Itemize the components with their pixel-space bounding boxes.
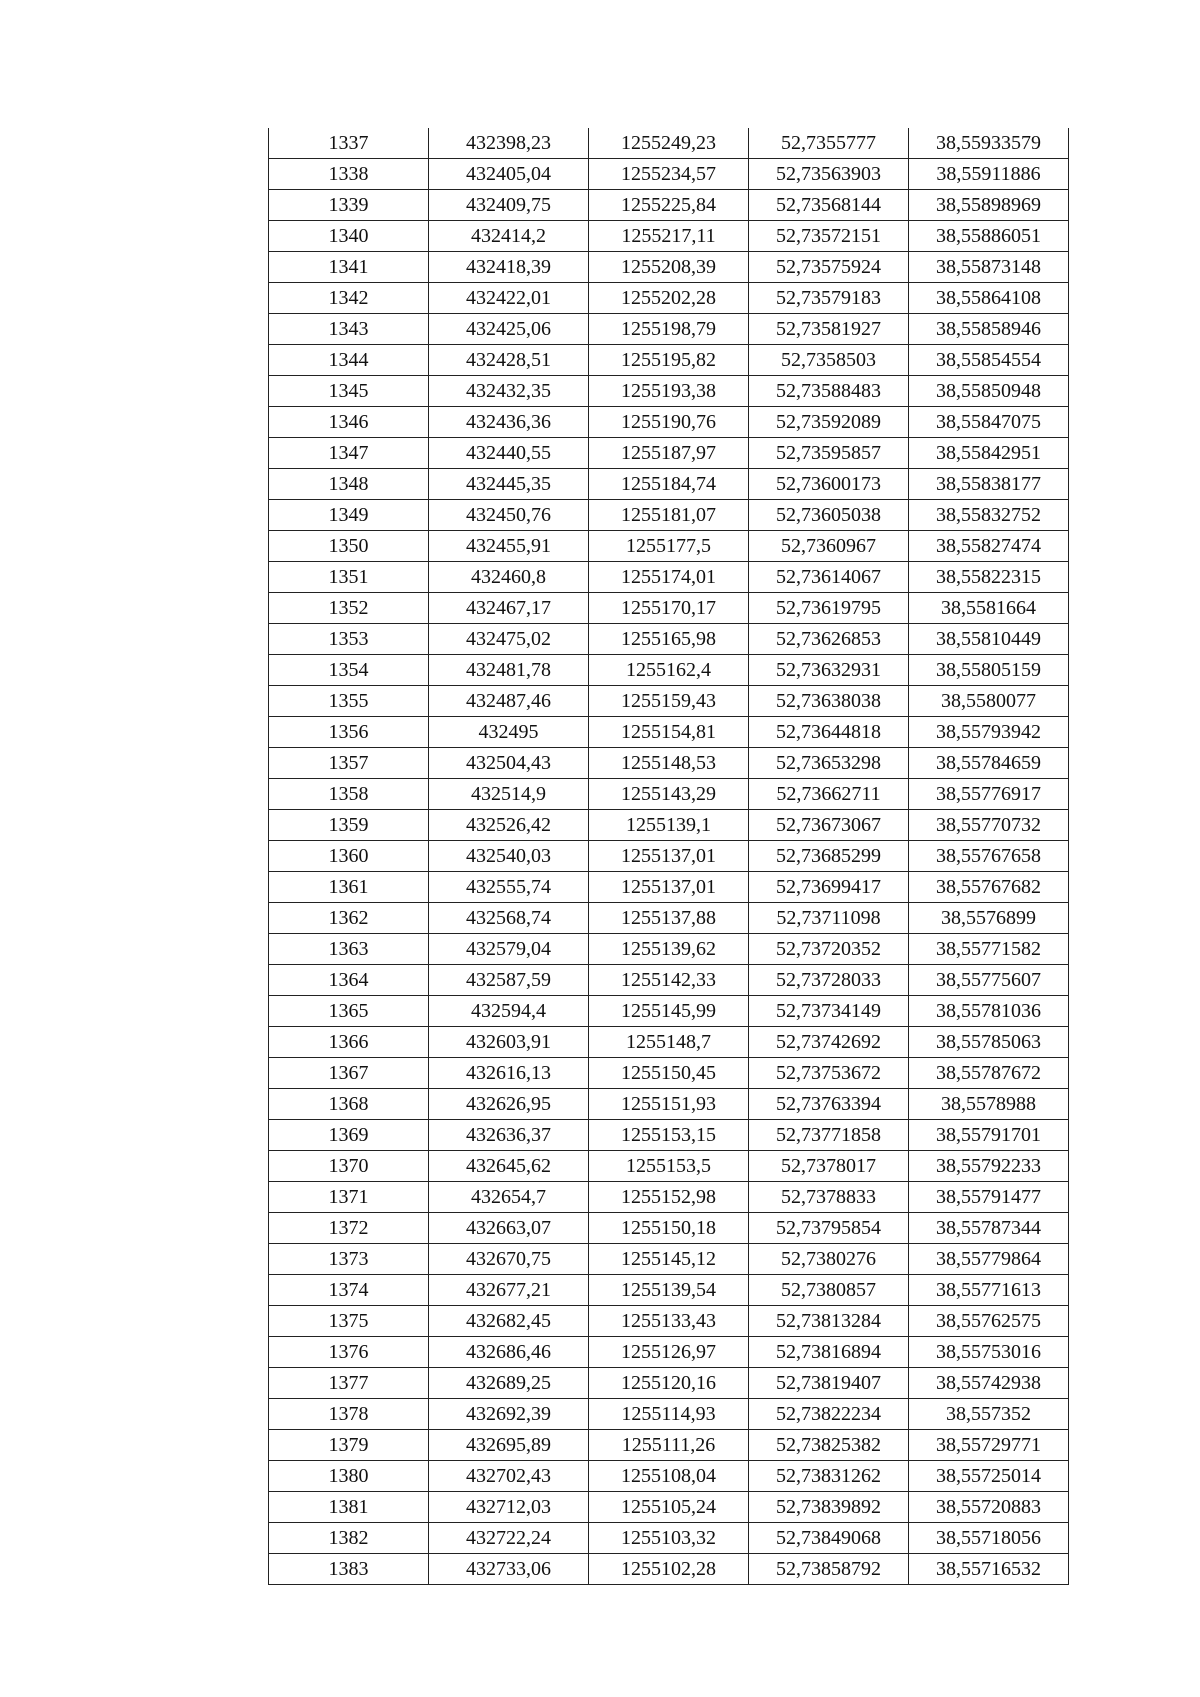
x-coordinate-cell: 432692,39 — [429, 1399, 589, 1430]
latitude-cell: 52,73795854 — [749, 1213, 909, 1244]
coordinates-table — [268, 128, 1069, 1585]
longitude-cell: 38,55933579 — [909, 128, 1069, 159]
y-coordinate-cell: 1255103,32 — [589, 1523, 749, 1554]
x-coordinate-cell: 432450,76 — [429, 500, 589, 531]
longitude-cell: 38,55791701 — [909, 1120, 1069, 1151]
table-row — [269, 407, 1069, 438]
latitude-cell: 52,73572151 — [749, 221, 909, 252]
latitude-cell: 52,73763394 — [749, 1089, 909, 1120]
latitude-cell: 52,7360967 — [749, 531, 909, 562]
table-row — [269, 872, 1069, 903]
longitude-cell: 38,55729771 — [909, 1430, 1069, 1461]
longitude-cell: 38,55792233 — [909, 1151, 1069, 1182]
table-row — [269, 1151, 1069, 1182]
latitude-cell: 52,73734149 — [749, 996, 909, 1027]
point-number-cell: 1350 — [269, 531, 429, 562]
x-coordinate-cell: 432677,21 — [429, 1275, 589, 1306]
longitude-cell: 38,55827474 — [909, 531, 1069, 562]
x-coordinate-cell: 432495 — [429, 717, 589, 748]
table-row — [269, 1523, 1069, 1554]
table-row — [269, 841, 1069, 872]
point-number-cell: 1366 — [269, 1027, 429, 1058]
y-coordinate-cell: 1255137,01 — [589, 872, 749, 903]
x-coordinate-cell: 432645,62 — [429, 1151, 589, 1182]
longitude-cell: 38,55771613 — [909, 1275, 1069, 1306]
y-coordinate-cell: 1255126,97 — [589, 1337, 749, 1368]
y-coordinate-cell: 1255177,5 — [589, 531, 749, 562]
table-row — [269, 1368, 1069, 1399]
x-coordinate-cell: 432467,17 — [429, 593, 589, 624]
x-coordinate-cell: 432526,42 — [429, 810, 589, 841]
point-number-cell: 1360 — [269, 841, 429, 872]
y-coordinate-cell: 1255187,97 — [589, 438, 749, 469]
table-row — [269, 1089, 1069, 1120]
y-coordinate-cell: 1255148,7 — [589, 1027, 749, 1058]
table-row — [269, 903, 1069, 934]
point-number-cell: 1341 — [269, 252, 429, 283]
latitude-cell: 52,73653298 — [749, 748, 909, 779]
table-row — [269, 221, 1069, 252]
x-coordinate-cell: 432460,8 — [429, 562, 589, 593]
longitude-cell: 38,55776917 — [909, 779, 1069, 810]
latitude-cell: 52,73638038 — [749, 686, 909, 717]
x-coordinate-cell: 432432,35 — [429, 376, 589, 407]
x-coordinate-cell: 432733,06 — [429, 1554, 589, 1585]
latitude-cell: 52,73632931 — [749, 655, 909, 686]
x-coordinate-cell: 432540,03 — [429, 841, 589, 872]
y-coordinate-cell: 1255202,28 — [589, 283, 749, 314]
longitude-cell: 38,55762575 — [909, 1306, 1069, 1337]
point-number-cell: 1351 — [269, 562, 429, 593]
longitude-cell: 38,55771582 — [909, 934, 1069, 965]
latitude-cell: 52,73771858 — [749, 1120, 909, 1151]
y-coordinate-cell: 1255234,57 — [589, 159, 749, 190]
x-coordinate-cell: 432418,39 — [429, 252, 589, 283]
y-coordinate-cell: 1255162,4 — [589, 655, 749, 686]
point-number-cell: 1367 — [269, 1058, 429, 1089]
longitude-cell: 38,55787672 — [909, 1058, 1069, 1089]
y-coordinate-cell: 1255198,79 — [589, 314, 749, 345]
x-coordinate-cell: 432594,4 — [429, 996, 589, 1027]
x-coordinate-cell: 432568,74 — [429, 903, 589, 934]
longitude-cell: 38,55725014 — [909, 1461, 1069, 1492]
latitude-cell: 52,73575924 — [749, 252, 909, 283]
table-row — [269, 283, 1069, 314]
longitude-cell: 38,55767682 — [909, 872, 1069, 903]
y-coordinate-cell: 1255174,01 — [589, 562, 749, 593]
x-coordinate-cell: 432722,24 — [429, 1523, 589, 1554]
x-coordinate-cell: 432445,35 — [429, 469, 589, 500]
point-number-cell: 1379 — [269, 1430, 429, 1461]
longitude-cell: 38,55847075 — [909, 407, 1069, 438]
longitude-cell: 38,5576899 — [909, 903, 1069, 934]
latitude-cell: 52,73813284 — [749, 1306, 909, 1337]
latitude-cell: 52,73720352 — [749, 934, 909, 965]
point-number-cell: 1376 — [269, 1337, 429, 1368]
table-row — [269, 686, 1069, 717]
table-row — [269, 562, 1069, 593]
x-coordinate-cell: 432579,04 — [429, 934, 589, 965]
y-coordinate-cell: 1255108,04 — [589, 1461, 749, 1492]
y-coordinate-cell: 1255139,62 — [589, 934, 749, 965]
table-row — [269, 748, 1069, 779]
x-coordinate-cell: 432695,89 — [429, 1430, 589, 1461]
table-row — [269, 655, 1069, 686]
latitude-cell: 52,73858792 — [749, 1554, 909, 1585]
longitude-cell: 38,55720883 — [909, 1492, 1069, 1523]
latitude-cell: 52,73825382 — [749, 1430, 909, 1461]
point-number-cell: 1381 — [269, 1492, 429, 1523]
longitude-cell: 38,5581664 — [909, 593, 1069, 624]
longitude-cell: 38,55718056 — [909, 1523, 1069, 1554]
point-number-cell: 1354 — [269, 655, 429, 686]
point-number-cell: 1362 — [269, 903, 429, 934]
point-number-cell: 1370 — [269, 1151, 429, 1182]
latitude-cell: 52,7358503 — [749, 345, 909, 376]
y-coordinate-cell: 1255145,99 — [589, 996, 749, 1027]
longitude-cell: 38,55822315 — [909, 562, 1069, 593]
latitude-cell: 52,73728033 — [749, 965, 909, 996]
table-row — [269, 252, 1069, 283]
y-coordinate-cell: 1255181,07 — [589, 500, 749, 531]
table-row — [269, 1337, 1069, 1368]
table-row — [269, 469, 1069, 500]
table-row — [269, 438, 1069, 469]
table-row — [269, 779, 1069, 810]
latitude-cell: 52,73685299 — [749, 841, 909, 872]
x-coordinate-cell: 432405,04 — [429, 159, 589, 190]
table-row — [269, 1430, 1069, 1461]
point-number-cell: 1340 — [269, 221, 429, 252]
latitude-cell: 52,73563903 — [749, 159, 909, 190]
point-number-cell: 1365 — [269, 996, 429, 1027]
longitude-cell: 38,55850948 — [909, 376, 1069, 407]
point-number-cell: 1346 — [269, 407, 429, 438]
point-number-cell: 1353 — [269, 624, 429, 655]
table-row — [269, 1027, 1069, 1058]
latitude-cell: 52,73579183 — [749, 283, 909, 314]
table-row — [269, 376, 1069, 407]
y-coordinate-cell: 1255153,5 — [589, 1151, 749, 1182]
table-row — [269, 500, 1069, 531]
longitude-cell: 38,55791477 — [909, 1182, 1069, 1213]
point-number-cell: 1380 — [269, 1461, 429, 1492]
x-coordinate-cell: 432428,51 — [429, 345, 589, 376]
table-row — [269, 717, 1069, 748]
longitude-cell: 38,55775607 — [909, 965, 1069, 996]
x-coordinate-cell: 432670,75 — [429, 1244, 589, 1275]
longitude-cell: 38,55873148 — [909, 252, 1069, 283]
table-row — [269, 1306, 1069, 1337]
y-coordinate-cell: 1255145,12 — [589, 1244, 749, 1275]
y-coordinate-cell: 1255148,53 — [589, 748, 749, 779]
y-coordinate-cell: 1255217,11 — [589, 221, 749, 252]
longitude-cell: 38,55742938 — [909, 1368, 1069, 1399]
table-row — [269, 1058, 1069, 1089]
latitude-cell: 52,73849068 — [749, 1523, 909, 1554]
table-row — [269, 1399, 1069, 1430]
y-coordinate-cell: 1255114,93 — [589, 1399, 749, 1430]
y-coordinate-cell: 1255151,93 — [589, 1089, 749, 1120]
y-coordinate-cell: 1255150,45 — [589, 1058, 749, 1089]
latitude-cell: 52,7380276 — [749, 1244, 909, 1275]
x-coordinate-cell: 432686,46 — [429, 1337, 589, 1368]
y-coordinate-cell: 1255137,88 — [589, 903, 749, 934]
latitude-cell: 52,73568144 — [749, 190, 909, 221]
point-number-cell: 1373 — [269, 1244, 429, 1275]
point-number-cell: 1342 — [269, 283, 429, 314]
longitude-cell: 38,5580077 — [909, 686, 1069, 717]
x-coordinate-cell: 432636,37 — [429, 1120, 589, 1151]
point-number-cell: 1347 — [269, 438, 429, 469]
point-number-cell: 1368 — [269, 1089, 429, 1120]
y-coordinate-cell: 1255154,81 — [589, 717, 749, 748]
y-coordinate-cell: 1255190,76 — [589, 407, 749, 438]
table-row — [269, 345, 1069, 376]
latitude-cell: 52,73753672 — [749, 1058, 909, 1089]
table-row — [269, 934, 1069, 965]
longitude-cell: 38,55832752 — [909, 500, 1069, 531]
point-number-cell: 1363 — [269, 934, 429, 965]
x-coordinate-cell: 432663,07 — [429, 1213, 589, 1244]
x-coordinate-cell: 432587,59 — [429, 965, 589, 996]
point-number-cell: 1348 — [269, 469, 429, 500]
point-number-cell: 1344 — [269, 345, 429, 376]
latitude-cell: 52,73600173 — [749, 469, 909, 500]
table-row — [269, 810, 1069, 841]
coordinates-table-body — [269, 128, 1069, 1585]
longitude-cell: 38,55767658 — [909, 841, 1069, 872]
point-number-cell: 1358 — [269, 779, 429, 810]
table-row — [269, 1275, 1069, 1306]
x-coordinate-cell: 432422,01 — [429, 283, 589, 314]
longitude-cell: 38,55781036 — [909, 996, 1069, 1027]
point-number-cell: 1371 — [269, 1182, 429, 1213]
y-coordinate-cell: 1255225,84 — [589, 190, 749, 221]
table-row — [269, 593, 1069, 624]
x-coordinate-cell: 432504,43 — [429, 748, 589, 779]
longitude-cell: 38,55784659 — [909, 748, 1069, 779]
x-coordinate-cell: 432514,9 — [429, 779, 589, 810]
point-number-cell: 1345 — [269, 376, 429, 407]
x-coordinate-cell: 432603,91 — [429, 1027, 589, 1058]
y-coordinate-cell: 1255142,33 — [589, 965, 749, 996]
y-coordinate-cell: 1255208,39 — [589, 252, 749, 283]
latitude-cell: 52,73644818 — [749, 717, 909, 748]
y-coordinate-cell: 1255150,18 — [589, 1213, 749, 1244]
x-coordinate-cell: 432414,2 — [429, 221, 589, 252]
point-number-cell: 1337 — [269, 128, 429, 159]
y-coordinate-cell: 1255193,38 — [589, 376, 749, 407]
table-row — [269, 159, 1069, 190]
latitude-cell: 52,7380857 — [749, 1275, 909, 1306]
longitude-cell: 38,55787344 — [909, 1213, 1069, 1244]
latitude-cell: 52,73742692 — [749, 1027, 909, 1058]
point-number-cell: 1375 — [269, 1306, 429, 1337]
longitude-cell: 38,557352 — [909, 1399, 1069, 1430]
latitude-cell: 52,73605038 — [749, 500, 909, 531]
point-number-cell: 1349 — [269, 500, 429, 531]
x-coordinate-cell: 432702,43 — [429, 1461, 589, 1492]
longitude-cell: 38,55864108 — [909, 283, 1069, 314]
point-number-cell: 1359 — [269, 810, 429, 841]
latitude-cell: 52,73662711 — [749, 779, 909, 810]
y-coordinate-cell: 1255159,43 — [589, 686, 749, 717]
x-coordinate-cell: 432654,7 — [429, 1182, 589, 1213]
table-row — [269, 531, 1069, 562]
table-row — [269, 1244, 1069, 1275]
point-number-cell: 1352 — [269, 593, 429, 624]
point-number-cell: 1378 — [269, 1399, 429, 1430]
x-coordinate-cell: 432712,03 — [429, 1492, 589, 1523]
longitude-cell: 38,5578988 — [909, 1089, 1069, 1120]
y-coordinate-cell: 1255105,24 — [589, 1492, 749, 1523]
latitude-cell: 52,7355777 — [749, 128, 909, 159]
x-coordinate-cell: 432409,75 — [429, 190, 589, 221]
latitude-cell: 52,7378017 — [749, 1151, 909, 1182]
y-coordinate-cell: 1255153,15 — [589, 1120, 749, 1151]
point-number-cell: 1383 — [269, 1554, 429, 1585]
y-coordinate-cell: 1255102,28 — [589, 1554, 749, 1585]
point-number-cell: 1343 — [269, 314, 429, 345]
point-number-cell: 1339 — [269, 190, 429, 221]
table-row — [269, 1492, 1069, 1523]
y-coordinate-cell: 1255152,98 — [589, 1182, 749, 1213]
latitude-cell: 52,73588483 — [749, 376, 909, 407]
table-row — [269, 1182, 1069, 1213]
latitude-cell: 52,73619795 — [749, 593, 909, 624]
y-coordinate-cell: 1255184,74 — [589, 469, 749, 500]
longitude-cell: 38,55838177 — [909, 469, 1069, 500]
table-row — [269, 190, 1069, 221]
point-number-cell: 1382 — [269, 1523, 429, 1554]
latitude-cell: 52,73592089 — [749, 407, 909, 438]
latitude-cell: 52,73626853 — [749, 624, 909, 655]
x-coordinate-cell: 432682,45 — [429, 1306, 589, 1337]
y-coordinate-cell: 1255111,26 — [589, 1430, 749, 1461]
longitude-cell: 38,55770732 — [909, 810, 1069, 841]
table-row — [269, 1554, 1069, 1585]
longitude-cell: 38,55753016 — [909, 1337, 1069, 1368]
longitude-cell: 38,55779864 — [909, 1244, 1069, 1275]
latitude-cell: 52,73614067 — [749, 562, 909, 593]
latitude-cell: 52,73831262 — [749, 1461, 909, 1492]
point-number-cell: 1355 — [269, 686, 429, 717]
point-number-cell: 1377 — [269, 1368, 429, 1399]
x-coordinate-cell: 432555,74 — [429, 872, 589, 903]
x-coordinate-cell: 432481,78 — [429, 655, 589, 686]
latitude-cell: 52,7378833 — [749, 1182, 909, 1213]
x-coordinate-cell: 432436,36 — [429, 407, 589, 438]
longitude-cell: 38,55898969 — [909, 190, 1069, 221]
y-coordinate-cell: 1255249,23 — [589, 128, 749, 159]
y-coordinate-cell: 1255139,54 — [589, 1275, 749, 1306]
longitude-cell: 38,55805159 — [909, 655, 1069, 686]
latitude-cell: 52,73711098 — [749, 903, 909, 934]
y-coordinate-cell: 1255120,16 — [589, 1368, 749, 1399]
longitude-cell: 38,55810449 — [909, 624, 1069, 655]
longitude-cell: 38,55911886 — [909, 159, 1069, 190]
x-coordinate-cell: 432398,23 — [429, 128, 589, 159]
point-number-cell: 1356 — [269, 717, 429, 748]
longitude-cell: 38,55886051 — [909, 221, 1069, 252]
latitude-cell: 52,73595857 — [749, 438, 909, 469]
y-coordinate-cell: 1255165,98 — [589, 624, 749, 655]
table-row — [269, 965, 1069, 996]
x-coordinate-cell: 432440,55 — [429, 438, 589, 469]
point-number-cell: 1372 — [269, 1213, 429, 1244]
point-number-cell: 1374 — [269, 1275, 429, 1306]
longitude-cell: 38,55858946 — [909, 314, 1069, 345]
x-coordinate-cell: 432689,25 — [429, 1368, 589, 1399]
table-row — [269, 624, 1069, 655]
table-row — [269, 1120, 1069, 1151]
longitude-cell: 38,55785063 — [909, 1027, 1069, 1058]
longitude-cell: 38,55716532 — [909, 1554, 1069, 1585]
latitude-cell: 52,73816894 — [749, 1337, 909, 1368]
point-number-cell: 1338 — [269, 159, 429, 190]
table-row — [269, 314, 1069, 345]
y-coordinate-cell: 1255170,17 — [589, 593, 749, 624]
x-coordinate-cell: 432616,13 — [429, 1058, 589, 1089]
latitude-cell: 52,73673067 — [749, 810, 909, 841]
y-coordinate-cell: 1255143,29 — [589, 779, 749, 810]
x-coordinate-cell: 432487,46 — [429, 686, 589, 717]
latitude-cell: 52,73839892 — [749, 1492, 909, 1523]
table-row — [269, 996, 1069, 1027]
y-coordinate-cell: 1255195,82 — [589, 345, 749, 376]
point-number-cell: 1369 — [269, 1120, 429, 1151]
latitude-cell: 52,73699417 — [749, 872, 909, 903]
point-number-cell: 1361 — [269, 872, 429, 903]
x-coordinate-cell: 432425,06 — [429, 314, 589, 345]
table-row — [269, 1213, 1069, 1244]
x-coordinate-cell: 432626,95 — [429, 1089, 589, 1120]
point-number-cell: 1357 — [269, 748, 429, 779]
x-coordinate-cell: 432455,91 — [429, 531, 589, 562]
latitude-cell: 52,73822234 — [749, 1399, 909, 1430]
longitude-cell: 38,55842951 — [909, 438, 1069, 469]
longitude-cell: 38,55854554 — [909, 345, 1069, 376]
y-coordinate-cell: 1255139,1 — [589, 810, 749, 841]
y-coordinate-cell: 1255137,01 — [589, 841, 749, 872]
latitude-cell: 52,73819407 — [749, 1368, 909, 1399]
x-coordinate-cell: 432475,02 — [429, 624, 589, 655]
y-coordinate-cell: 1255133,43 — [589, 1306, 749, 1337]
longitude-cell: 38,55793942 — [909, 717, 1069, 748]
table-row — [269, 128, 1069, 159]
latitude-cell: 52,73581927 — [749, 314, 909, 345]
table-row — [269, 1461, 1069, 1492]
point-number-cell: 1364 — [269, 965, 429, 996]
